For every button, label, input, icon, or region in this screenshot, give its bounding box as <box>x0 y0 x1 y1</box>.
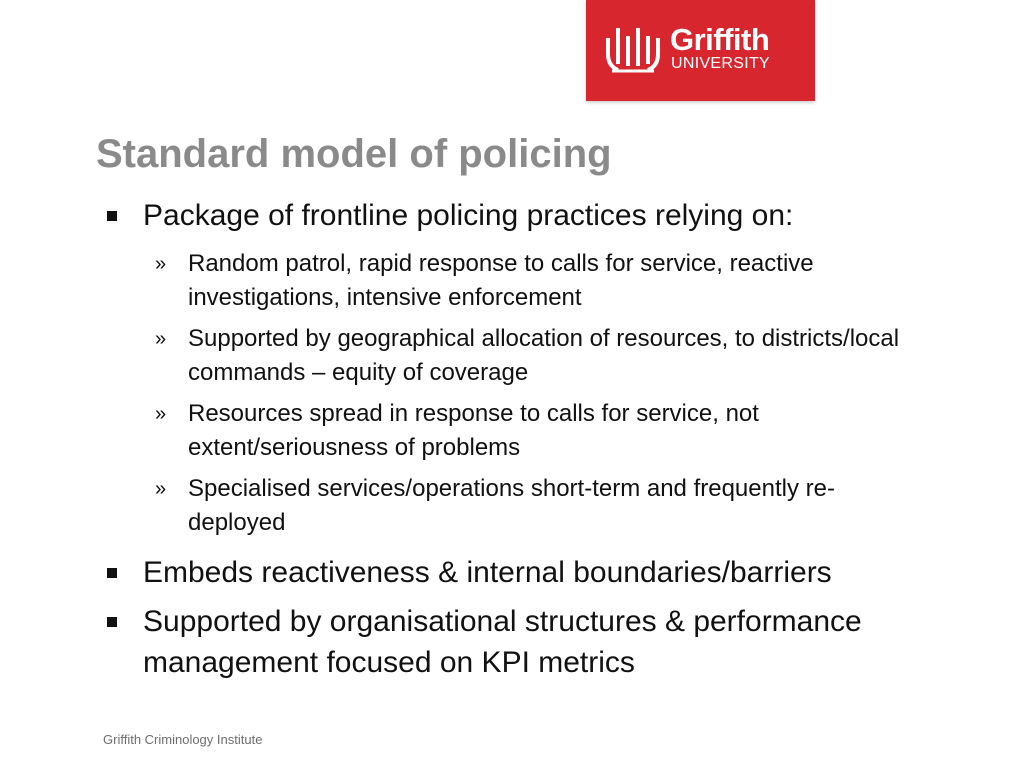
bullet-item <box>0 195 983 540</box>
bullet-item <box>0 601 983 683</box>
square-bullet-icon <box>107 568 117 578</box>
footer-text: Griffith Criminology Institute <box>103 732 263 747</box>
bullet-list <box>0 195 1024 683</box>
sub-bullet-list <box>143 247 983 540</box>
griffith-university-logo <box>586 0 815 101</box>
chevron-bullet-icon: » <box>155 403 167 425</box>
square-bullet-icon <box>107 617 117 627</box>
bullet-text: Embeds reactiveness & internal boundaries/barriers <box>143 556 832 589</box>
sub-bullet-item <box>143 472 928 540</box>
sub-bullet-text: Resources spread in response to calls for service, not extent/seriousness of problems <box>188 400 759 461</box>
sub-bullet-item <box>143 247 928 315</box>
bullet-item <box>0 552 983 593</box>
slide-title: Standard model of policing <box>96 132 612 176</box>
logo-name: Griffith <box>670 22 770 57</box>
square-bullet-icon <box>107 211 117 221</box>
chevron-bullet-icon: » <box>155 478 167 500</box>
chevron-bullet-icon: » <box>155 328 167 350</box>
bullet-text: Supported by organisational structures & performance management focused on KPI metrics <box>143 605 862 679</box>
sub-bullet-item <box>143 397 928 465</box>
bullet-text: Package of frontline policing practices relying on: <box>143 199 794 232</box>
sub-bullet-text: Random patrol, rapid response to calls for service, reactive investigations, intensive enforcement <box>188 250 814 311</box>
sub-bullet-text: Specialised services/operations short-term and frequently re-deployed <box>188 475 835 536</box>
sub-bullet-item <box>143 322 928 390</box>
griffith-logo-mark-icon <box>604 24 666 74</box>
logo-subtitle: UNIVERSITY <box>671 55 771 72</box>
chevron-bullet-icon: » <box>155 253 167 275</box>
sub-bullet-text: Supported by geographical allocation of resources, to districts/local commands – equity of coverage <box>188 325 900 386</box>
